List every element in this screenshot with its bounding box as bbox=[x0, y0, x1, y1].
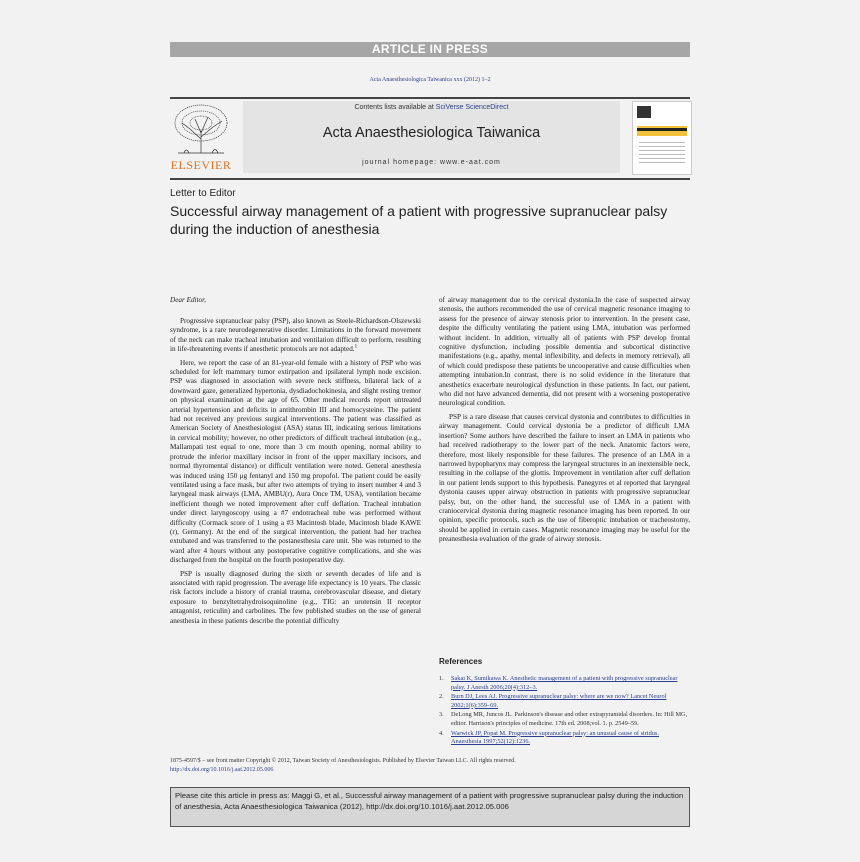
contents-line bbox=[243, 104, 620, 111]
paragraph: PSP is usually diagnosed during the sixth or seventh decades of life and is associated with rapid progression. The average life expectancy is 10 years. The classic risk factors include a history of cranial trauma, cerebrovascular disease, and dietary exposure to benzyltetrahydroisoquinoline (e.g., TIG: an urotensin II receptor antagonist, reticulin) and carbolines. The few published studies on the use of general anesthesia in these patients describe the potential difficulty bbox=[170, 569, 421, 625]
copyright-footer bbox=[170, 757, 690, 775]
copyright-line: 1875-4597/$ – see front matter Copyright © 2012, Taiwan Society of Anesthesiologists. Published by Elsevier Taiwan LLC. All rights reserved. bbox=[170, 758, 516, 764]
reference-item: 2. Burn DJ, Lees AJ. Progressive supranuclear palsy: where are we now? Lancet Neurol 2002;1(6):359–69. bbox=[439, 693, 667, 709]
cover-text-line bbox=[639, 162, 685, 163]
citation-marker[interactable]: 1 bbox=[354, 344, 358, 350]
references-heading: References bbox=[439, 657, 483, 666]
body-column-left bbox=[170, 317, 421, 630]
contents-prefix: Contents lists available at bbox=[354, 104, 436, 111]
paragraph: Here, we report the case of an 81-year-old female with a history of PSP who was scheduled for left mammary tumor extirpation and ipsilateral lymph node excision. PSP was diagnosed in association with severe neck stiffness, bilateral lack of a downward gaze, generalized hypertonia, dysdiadochokinesia, and slight resting tremor on physical examination at the age of 65. Other medical records report untreated arterial hypertension and deficits in antithrombin III and homocysteine. The patient had not received any previous surgical interventions. The patient was classified as American Society of Anesthesiologist (ASA) status III, indicating serious limitations in cervical mobility; however, no other predictors of difficult tracheal intubation (e.g., Mallampati test equal to one, more than 3 cm mouth opening, normal ability to protrude the inferior maxillary incisor in front of the upper maxillary incisors, and normal thyromental distance) or difficult ventilation were noted. General anesthesia was induced using 150 μg fentanyl and 150 mg propofol. The patient could be easily ventilated using a face mask, but after two attempts of trying to insert number 4 and 3 laryngeal mask airways (LMA, AMBU(r), Aura Once TM, USA), ventilation became inefficient though we noted improvement after cuff deflation. Tracheal intubation under direct laryngoscopy using a #7 endotracheal tube was performed without difficulty (Cormack score of 1 using a #3 Macintosh blade, Macintosh blade KAWE (r), Germany). At the end of the surgical intervention, the patient had her trachea extubated and was transferred to the postanesthesia care unit. She was returned to the ward after 4 hours without any postoperative cognitive complications, and she was discharged from the hospital on the fourth postoperative day. bbox=[170, 358, 421, 565]
journal-cover-thumbnail bbox=[632, 101, 692, 175]
body-column-right bbox=[439, 296, 690, 549]
journal-title: Acta Anaesthesiologica Taiwanica bbox=[322, 125, 541, 141]
header-rule-top bbox=[170, 97, 690, 99]
journal-header bbox=[243, 101, 620, 173]
reference-item: 3. DeLong MR, Juncos JL. Parkinson's disease and other extrapyramidal disorders. In: Hill MG, editor. Harrison's principles of medicine. 17th ed. 2008;vol. 1. p. 2549–59. bbox=[439, 711, 688, 727]
cover-text-line bbox=[639, 146, 685, 147]
cover-text-line bbox=[639, 154, 685, 155]
header-rule-bottom bbox=[170, 178, 690, 180]
publisher-wordmark: ELSEVIER bbox=[170, 158, 232, 172]
journal-citation-line[interactable]: Acta Anaesthesiologica Taiwanica xxx (2012) 1–2 bbox=[369, 77, 491, 83]
references-list bbox=[439, 675, 690, 748]
paragraph: PSP is a rare disease that causes cervical dystonia and contributes to difficulties in airway management. Could cervical dystonia be a predictor of difficult LMA insertion? Some authors have described the failure to insert an LMA in patients who had received radiotherapy to the lower part of the neck. Anatomic factors were, therefore, most likely responsible for these failures. The presence of an LMA in a narrowed hypopharynx may compress the laryngeal structures in an inextensible neck, resulting in the collapse of the glottis. Improvement in ventilation after cuff deflation in our patient lends support to this hypothesis. Panegyres et al reported that laryngeal dystonia causes upper airway obstruction in patients with progressive supranuclear palsy, but, on the other hand, the successful use of LMA in a patient with craniocervical dystonia during magnetic resonance imaging has been reported. In our opinion, specific protocols, such as the use of fiberoptic intubation or tracheostomy, should be applied in certain cases. Magnetic resonance imaging may be useful for the preanesthesia evaluation of the grade of airway stenosis. bbox=[439, 412, 690, 544]
article-title: Successful airway management of a patient with progressive supranuclear palsy during the induction of anesthesia bbox=[170, 203, 668, 237]
cover-title-stripe bbox=[637, 128, 687, 131]
doi-link[interactable]: http://dx.doi.org/10.1016/j.aat.2012.05.006 bbox=[170, 767, 274, 773]
paragraph: of airway management due to the cervical dystonia.In the case of suspected airway stenosis, the authors recommended the use of cervical magnetic resonance imaging to assess for the presence of airway stenosis prior to intervention. In the present case, despite the difficulty ventilating the patient using LMA, intubation was performed without incident. In addition, virtually all of patients with PSP develop frontal cognitive dysfunction, including possible dementia and subcortical distinctive manifestations (e.g., apathy, mental inflexibility, and defects in memory retrieval), all of which could predispose these patients be uncooperative and cause difficulties when attempting intubation.In contrast, there is no solid evidence in the literature that anesthetics exacerbate neurological dysfunction in these patients. In fact, our patient, who did not have advanced dementia, did not present with a worsening postoperative neurological condition. bbox=[439, 296, 690, 408]
paragraph: Progressive supranuclear palsy (PSP), also known as Steele-Richardson-Olszewski syndrome, is a rare neurodegenerative disorder. Limitations in the forward movement of the neck can make tracheal intubation and ventilation difficult to perform, resulting in life-threatening events if anesthetic protocols are not adapted.$^1$ bbox=[170, 317, 421, 354]
sciencedirect-link[interactable]: SciVerse ScienceDirect bbox=[435, 104, 509, 111]
cite-this-article-box: Please cite this article in press as: Maggi G, et al., Successful airway management of a patient with progressive supranuclear palsy during the induction of anesthesia, Acta Anaesthesiologica Taiwanica (2012), http://dx.doi.org/10.1016/j.aat.2012.05.006 bbox=[170, 787, 690, 827]
article-in-press-banner: ARTICLE IN PRESS bbox=[170, 42, 690, 57]
cover-emblem bbox=[637, 106, 651, 118]
salutation: Dear Editor, bbox=[170, 296, 206, 304]
cover-text-line bbox=[639, 158, 685, 159]
journal-homepage[interactable]: journal homepage: www.e-aat.com bbox=[362, 159, 501, 166]
article-type: Letter to Editor bbox=[170, 188, 236, 199]
reference-item: 4. Warwick JP, Popat M. Progressive supranuclear palsy: an unusual cause of stridus. Anaesthesia 1997;52(12):1236. bbox=[439, 729, 659, 746]
cover-text-line bbox=[639, 150, 685, 151]
reference-item: 1. Sakai K, Sumikawa K. Anesthetic management of a patient with progressive supranuclear palsy. J Anesth 2006;20(4):312–3. bbox=[439, 675, 678, 691]
cover-text-line bbox=[639, 142, 685, 143]
